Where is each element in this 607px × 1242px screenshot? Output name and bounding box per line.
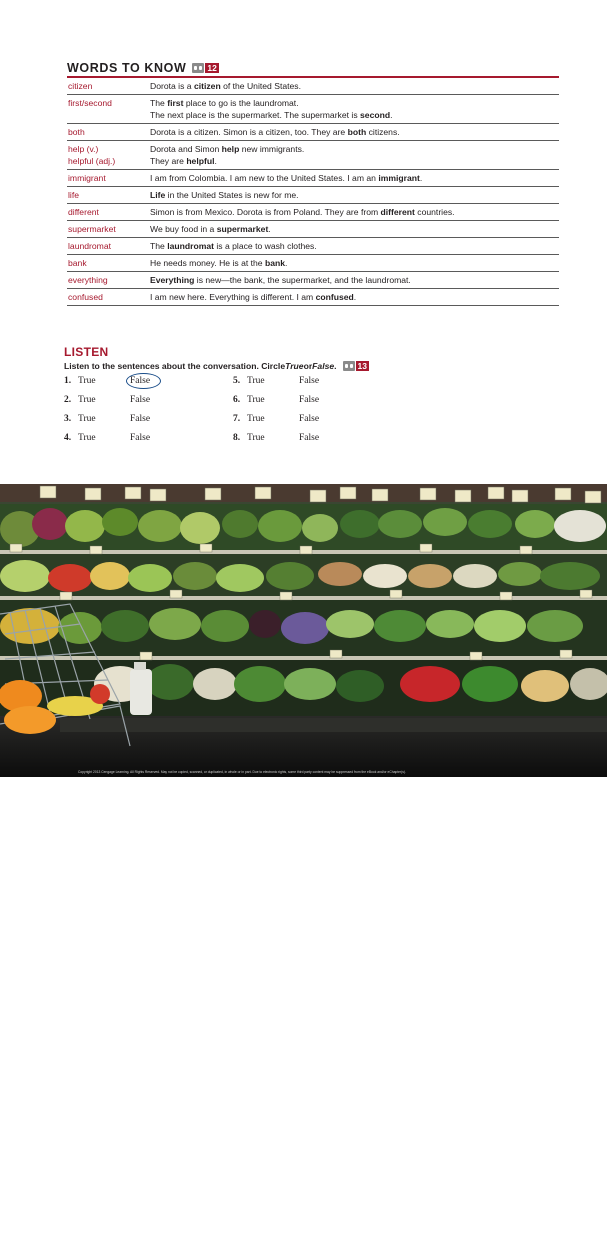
vocab-row [67,221,559,238]
vocab-row [67,141,559,170]
definition-text: He needs money. He is at the [150,258,265,268]
definition-text: . [419,173,423,183]
item-number: 1. [64,376,72,386]
vocab-definition [150,257,559,269]
vocab-word-text: life [68,190,79,200]
copyright-notice: Copyright 2013 Cengage Learning. All Rights Reserved. May not be copied, scanned, or duplicated, in whole or in part. Due to electronic rights, some third party content may be suppressed from the eBook and/or eChapter(s). [78,770,406,774]
option-true[interactable]: True [247,395,265,405]
definition-text: Dorota is a [150,81,194,91]
vocab-row [67,124,559,141]
vocab-word [67,143,150,167]
vocab-word [67,223,150,235]
vocab-word-text: confused [68,292,103,302]
words-to-know-table [67,76,559,306]
vocab-word [67,189,150,201]
definition-text: of the United States. [220,81,301,91]
option-true[interactable]: True [247,433,265,443]
item-number: 4. [64,433,72,443]
instruction-true: True [285,361,304,371]
option-false[interactable] [130,414,182,424]
definition-line [150,240,559,252]
option-false[interactable] [130,376,182,386]
vocab-keyword: second [360,110,391,120]
option-true[interactable]: True [247,376,265,386]
vocab-word-text: supermarket [68,224,116,234]
vocab-row [67,238,559,255]
vocab-row [67,187,559,204]
definition-text: . [353,292,357,302]
vocab-row [67,78,559,95]
definition-text: They are [150,156,187,166]
option-false-label: False [130,433,151,443]
definition-text: I am new here. Everything is different. I am [150,292,316,302]
words-to-know-title: WORDS TO KNOW [67,61,187,75]
vocab-word [67,274,150,286]
vocab-keyword: immigrant [378,173,420,183]
definition-text: citizens. [366,127,400,137]
vocab-word [67,291,150,303]
vocab-word-text: helpful (adj.) [68,156,116,166]
audio-track-badge[interactable] [343,361,369,371]
vocab-definition [150,206,559,218]
option-false-label: False [130,376,151,386]
option-false-label: False [299,376,320,386]
page-number: 5 [573,1231,579,1242]
vocab-definition [150,172,559,184]
vocab-keyword: confused [315,292,354,302]
vocab-word [67,80,150,92]
vocab-definition [150,223,559,235]
audio-cd-icon [343,361,355,371]
vocab-keyword: both [347,127,367,137]
vocab-word-text: first/second [68,98,112,108]
option-true[interactable]: True [247,414,265,424]
true-false-item [233,414,351,424]
audio-track-badge[interactable] [192,63,218,73]
definition-line [150,206,559,218]
vocab-definition [150,291,559,303]
vocab-definition [150,189,559,201]
true-false-item [64,395,182,405]
option-false-label: False [299,414,320,424]
vocab-definition [150,274,559,286]
vocab-row [67,95,559,124]
definition-text: . [390,110,393,120]
listen-heading: LISTEN [64,345,109,359]
instruction-or: or [303,361,313,371]
track-number: 12 [207,63,217,73]
option-false-label: False [130,414,151,424]
definition-text: I am from Colombia. I am new to the United States. I am an [150,173,379,183]
audio-cd-icon [192,63,204,73]
definition-text: Dorota and Simon [150,144,222,154]
definition-line [150,126,559,138]
instruction-period: . [334,361,337,371]
instruction-false: False [312,361,335,371]
definition-text: . [285,258,288,268]
answer-circle [126,373,161,389]
footer-section-title: Welcome to the United States [442,1232,569,1242]
vocab-definition [150,240,559,252]
vocab-row [67,289,559,306]
vocab-word-text: different [68,207,99,217]
vocab-keyword: supermarket [216,224,269,234]
vocab-word [67,97,150,121]
item-number: 3. [64,414,72,424]
words-to-know-heading [67,61,219,75]
vocab-definition [150,97,559,121]
vocab-row [67,170,559,187]
vocab-word-text: both [68,127,85,137]
item-number: 7. [233,414,241,424]
definition-line [150,155,559,167]
definition-line [150,257,559,269]
definition-text: in the United States is new for me. [165,190,299,200]
option-true[interactable]: True [78,414,96,424]
definition-text: . [214,156,217,166]
vocab-word [67,240,150,252]
vocab-definition [150,143,559,167]
vocab-keyword: citizen [193,81,221,91]
produce-aisle-image [0,484,607,777]
definition-text: countries. [414,207,455,217]
vocab-word [67,126,150,138]
item-number: 2. [64,395,72,405]
definition-text: We buy food in a [150,224,217,234]
vocab-word [67,206,150,218]
vocab-definition [150,126,559,138]
item-number: 5. [233,376,241,386]
track-number: 13 [357,361,368,371]
true-false-item [64,376,182,386]
definition-line [150,291,559,303]
option-false-label: False [299,433,320,443]
true-false-item [233,395,351,405]
vocab-word-text: bank [68,258,87,268]
definition-line [150,189,559,201]
vocab-definition [150,80,559,92]
definition-text: . [268,224,271,234]
option-false[interactable] [299,395,351,405]
vocab-row [67,255,559,272]
vocab-row [67,204,559,221]
definition-text: The [150,98,168,108]
definition-line [150,97,559,109]
definition-text: Simon is from Mexico. Dorota is from Poland. They are from [150,207,381,217]
vocab-keyword: Life [150,190,166,200]
vocab-keyword: Everything [150,275,195,285]
definition-text: place to go is the laundromat. [183,98,299,108]
option-false-label: False [130,395,151,405]
supermarket-produce-photo [0,484,607,1242]
definition-text: The next place is the supermarket. The supermarket is [150,110,361,120]
item-number: 6. [233,395,241,405]
definition-line [150,109,559,121]
vocab-word [67,172,150,184]
definition-text: is new—the bank, the supermarket, and the laundromat. [194,275,411,285]
item-number: 8. [233,433,241,443]
option-false[interactable] [299,376,351,386]
vocab-word [67,257,150,269]
vocab-keyword: helpful [186,156,215,166]
option-true[interactable]: True [78,376,96,386]
listen-instruction [64,361,369,371]
option-false[interactable] [299,414,351,424]
option-false-label: False [299,395,320,405]
vocab-word-text: everything [68,275,108,285]
vocab-word-text: help (v.) [68,144,99,154]
definition-text: Dorota is a citizen. Simon is a citizen, too. They are [150,127,348,137]
option-false[interactable] [130,433,182,443]
true-false-item [233,433,351,443]
instruction-text: Listen to the sentences about the conversation. Circle [64,361,286,371]
definition-line [150,223,559,235]
vocab-word-text: citizen [68,81,93,91]
option-true[interactable]: True [78,433,96,443]
vocab-keyword: first [167,98,184,108]
definition-line [150,172,559,184]
vocab-word-text: laundromat [68,241,111,251]
definition-text: new immigrants. [239,144,305,154]
true-false-item [233,376,351,386]
option-true[interactable]: True [78,395,96,405]
true-false-item [64,414,182,424]
vocab-keyword: different [380,207,415,217]
definition-line [150,143,559,155]
definition-text: The [150,241,168,251]
vocab-keyword: help [221,144,240,154]
vocab-keyword: laundromat [167,241,214,251]
vocab-word-text: immigrant [68,173,106,183]
definition-text: is a place to wash clothes. [214,241,317,251]
definition-line [150,80,559,92]
option-false[interactable] [299,433,351,443]
vocab-row [67,272,559,289]
definition-line [150,274,559,286]
option-false[interactable] [130,395,182,405]
true-false-item [64,433,182,443]
vocab-keyword: bank [264,258,286,268]
